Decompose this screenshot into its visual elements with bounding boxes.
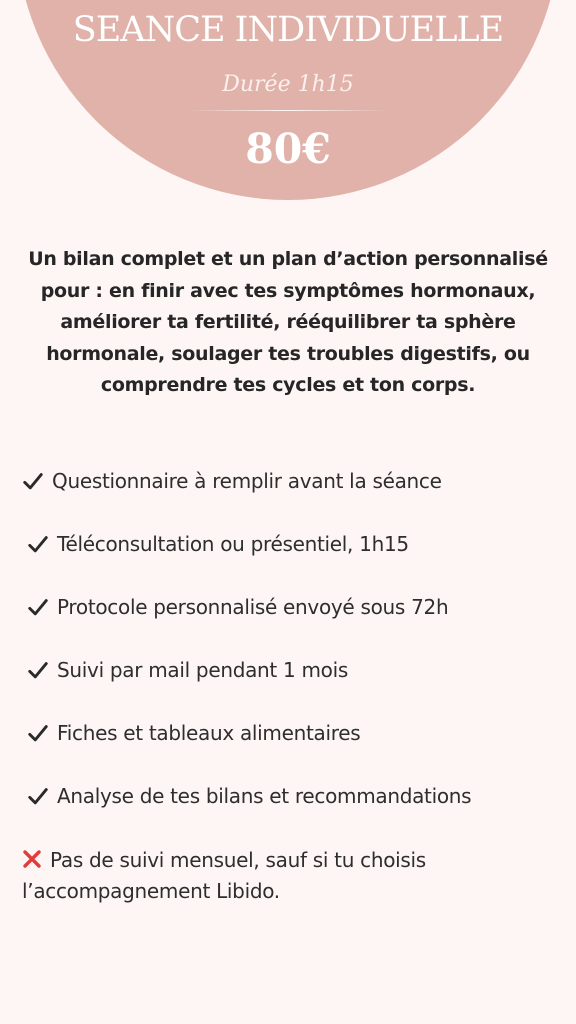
feature-label: Analyse de tes bilans et recommandations (57, 784, 472, 808)
feature-item (27, 783, 471, 809)
feature-item (27, 657, 348, 683)
feature-item (27, 720, 360, 746)
feature-item (27, 531, 409, 557)
description-text: Un bilan complet et un plan d’action personnalisé pour : en finir avec tes symptômes hormonaux, améliorer ta fertilité, rééquilibrer ta sphère hormonale, soulager tes troubles digestifs, ou comprendre tes cycles et ton corps. (28, 248, 548, 396)
check-icon (22, 470, 44, 492)
feature-label: Protocole personnalisé envoyé sous 72h (57, 595, 449, 619)
cross-icon (22, 849, 42, 869)
feature-item (22, 468, 442, 494)
divider (186, 110, 390, 111)
price-label: 80€ (245, 125, 331, 173)
duration-label: Durée 1h15 (222, 72, 354, 97)
note (22, 845, 562, 907)
note-text: Pas de suivi mensuel, sauf si tu choisis l’accompagnement Libido. (22, 848, 426, 903)
page-title: SEANCE INDIVIDUELLE (72, 10, 504, 50)
check-icon (27, 785, 49, 807)
feature-label: Fiches et tableaux alimentaires (57, 721, 361, 745)
feature-label: Suivi par mail pendant 1 mois (57, 658, 348, 682)
feature-label: Questionnaire à remplir avant la séance (52, 469, 442, 493)
check-icon (27, 659, 49, 681)
check-icon (27, 533, 49, 555)
feature-item (27, 594, 448, 620)
check-icon (27, 722, 49, 744)
feature-label: Téléconsultation ou présentiel, 1h15 (57, 532, 409, 556)
check-icon (27, 596, 49, 618)
